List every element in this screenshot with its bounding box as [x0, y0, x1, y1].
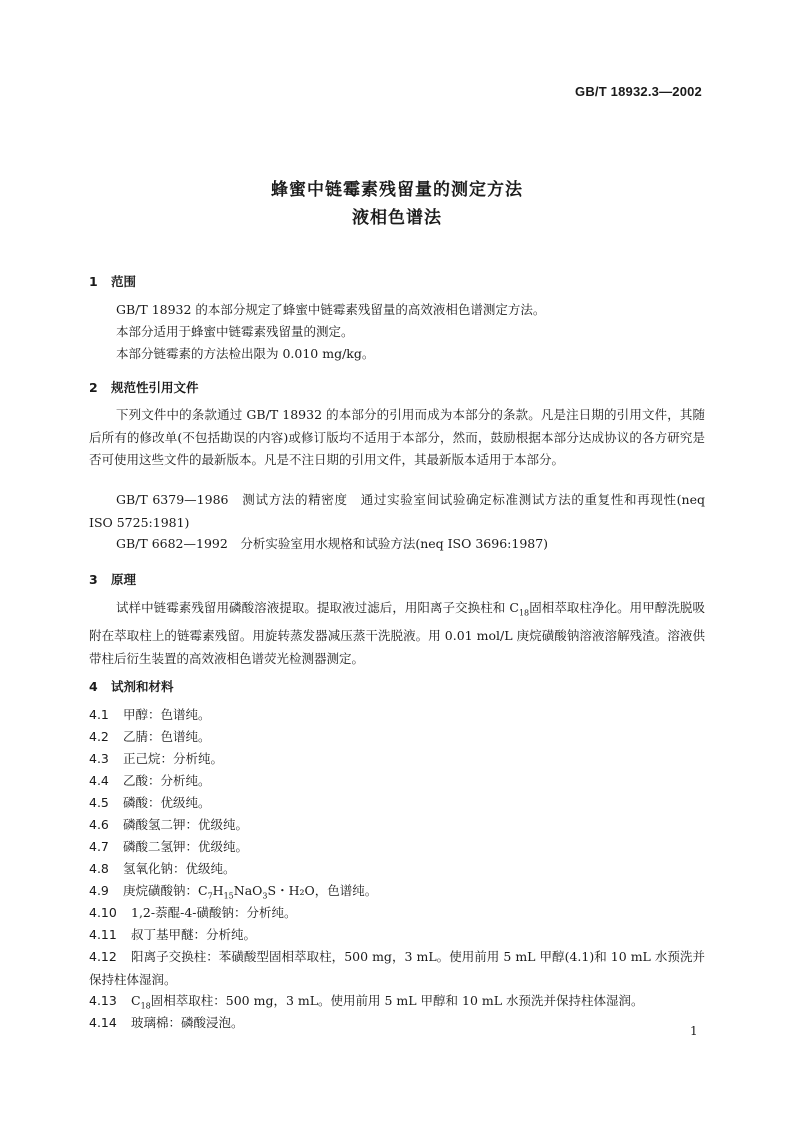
reagent-item: 4.9 庚烷磺酸钠：$C_7H_{15}NaO_3S$・H₂O，色谱纯。: [89, 883, 378, 901]
reagent-item: 4.7 磷酸二氢钾：优级纯。: [89, 839, 249, 854]
scope-paragraph: 本部分链霉素的方法检出限为 0.010 mg/kg。: [116, 346, 375, 361]
section-number: 1: [89, 274, 98, 289]
section-title: 规范性引用文件: [111, 380, 199, 395]
section-heading-normative-references: [89, 378, 199, 396]
section-number: 4: [89, 679, 98, 694]
document-subtitle: 液相色谱法: [352, 208, 442, 228]
section-heading-principle: [89, 570, 136, 588]
reference-entry: GB/T 6379—1986 测试方法的精密度 通过实验室间试验确定标准测试方法的重复性和再现性(neq ISO 5725:1981): [89, 492, 705, 530]
reagent-item: 4.6 磷酸氢二钾：优级纯。: [89, 817, 249, 832]
reagent-item: 4.14 玻璃棉：磷酸浸泡。: [89, 1015, 244, 1030]
section-number: 2: [89, 380, 98, 395]
section-title: 原理: [111, 572, 137, 587]
section-title: 范围: [111, 274, 137, 289]
reagent-item: 4.2 乙腈：色谱纯。: [89, 729, 211, 744]
page-number: 1: [690, 1024, 698, 1038]
reagent-item: 4.8 氢氧化钠：优级纯。: [89, 861, 236, 876]
scope-paragraph: 本部分适用于蜂蜜中链霉素残留量的测定。: [116, 324, 354, 339]
reagent-item: 4.10 1,2-萘醌-4-磺酸钠：分析纯。: [89, 905, 297, 920]
standard-code: GB/T 18932.3—2002: [575, 84, 702, 99]
reagent-item: 4.5 磷酸：优级纯。: [89, 795, 211, 810]
references-paragraph: 下列文件中的条款通过 GB/T 18932 的本部分的引用而成为本部分的条款。凡是注日期的引用文件，其随后所有的修改单(不包括勘误的内容)或修订版均不适用于本部分，然而，鼓励根据本部分达成协议的各方研究是否可使用这些文件的最新版本。凡是不注日期的引用文件，其最新版本适用于本部分。: [89, 407, 705, 467]
document-title: 蜂蜜中链霉素残留量的测定方法: [271, 180, 523, 200]
reagent-item: 4.4 乙酸：分析纯。: [89, 773, 211, 788]
reference-entry: GB/T 6682—1992 分析实验室用水规格和试验方法(neq ISO 3696:1987): [116, 536, 549, 551]
section-title: 试剂和材料: [111, 679, 174, 694]
scope-paragraph: GB/T 18932 的本部分规定了蜂蜜中链霉素残留量的高效液相色谱测定方法。: [116, 302, 546, 317]
section-heading-reagents: [89, 677, 174, 695]
section-number: 3: [89, 572, 98, 587]
reagent-item: 4.1 甲醇：色谱纯。: [89, 707, 211, 722]
reagent-item: 4.11 叔丁基甲醚：分析纯。: [89, 927, 257, 942]
reagent-item: 4.3 正己烷：分析纯。: [89, 751, 224, 766]
reagent-item: 4.13 $C_{18}$固相萃取柱：500 mg，3 mL。使用前用 5 mL 甲醇和 10 mL 水预洗并保持柱体湿润。: [89, 993, 644, 1011]
reagent-item: 4.12 阳离子交换柱：苯磺酸型固相萃取柱，500 mg，3 mL。使用前用 5 mL 甲醇(4.1)和 10 mL 水预洗并保持柱体湿润。: [89, 949, 705, 987]
principle-paragraph: 试样中链霉素残留用磷酸溶液提取。提取液过滤后，用阳离子交换柱和 $C_{18}$固相萃取柱净化。用甲醇洗脱吸附在萃取柱上的链霉素残留。用旋转蒸发器减压蒸干洗脱液。用 0.01 mol/L 庚烷磺酸钠溶液溶解残渣。溶液供带柱后衍生装置的高效液相色谱荧光检测器测定。: [89, 600, 705, 666]
section-heading-scope: [89, 272, 136, 290]
